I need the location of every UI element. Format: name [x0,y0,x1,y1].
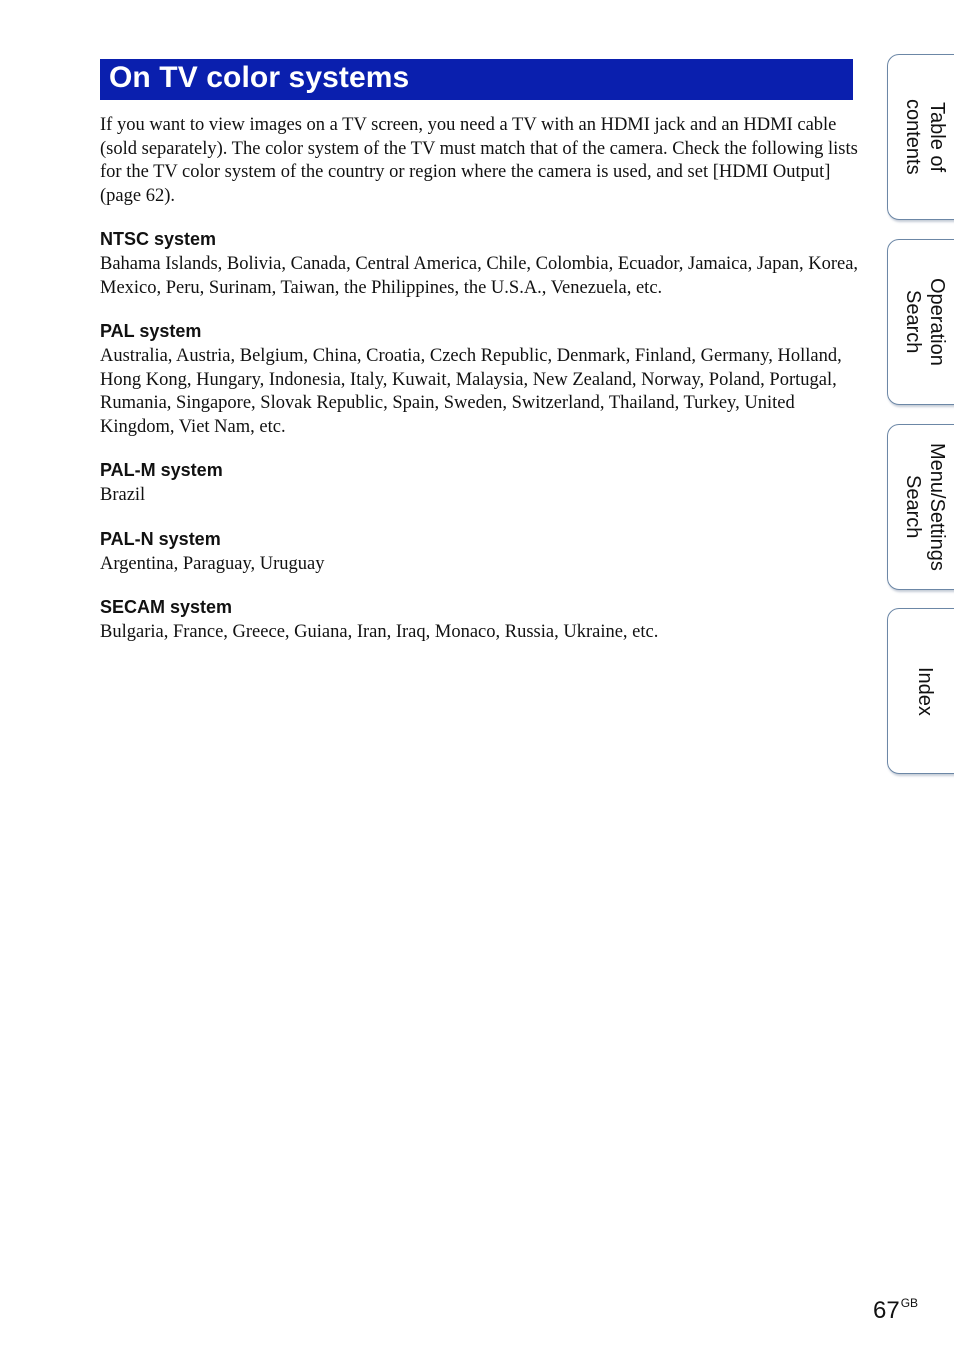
section-body: Bulgaria, France, Greece, Guiana, Iran, Iraq, Monaco, Russia, Ukraine, etc. [100,622,659,642]
main-content [100,114,860,645]
section-heading: PAL-N system [100,528,221,549]
section-body: Brazil [100,485,146,505]
section-body: Bahama Islands, Bolivia, Canada, Central America, Chile, Colombia, Ecuador, Jamaica, Japan, Korea, Mexico, Peru, Surinam, Taiwan, the Philippines, the U.S.A., Venezuela, etc. [100,254,859,298]
tab-label: Table of contents [902,99,948,175]
page-number-value: 67 [873,1297,900,1324]
section-body: Australia, Austria, Belgium, China, Croatia, Czech Republic, Denmark, Finland, Germany, Holland, Hong Kong, Hungary, Indonesia, Italy, Kuwait, Malaysia, New Zealand, Norway, Poland, Portugal, Rumania, Singapore, Slovak Republic, Spain, Sweden, Switzerland, Thailand, Turkey, United Kingdom, Viet Nam, etc. [100,346,842,437]
tab-table-of-contents[interactable] [887,54,954,220]
section-pal [100,320,860,439]
intro-paragraph: If you want to view images on a TV screen, you need a TV with an HDMI jack and an HDMI cable (sold separately). The color system of the TV must match that of the camera. Check the following lists for the TV color system of the country or region where the camera is used, and set [HDMI Output] (page 62). [100,115,858,206]
tab-label: Operation Search [902,278,948,366]
section-secam [100,596,860,645]
tab-label: Menu/Settings Search [902,443,948,571]
section-heading: NTSC system [100,229,217,249]
section-pal-n [100,528,860,577]
tab-operation-search[interactable] [887,239,954,405]
tab-label: Index [914,666,936,716]
section-heading: PAL-M system [100,460,223,480]
section-heading: SECAM system [100,597,233,617]
page-number [873,1288,918,1326]
page-title: On TV color systems [109,61,410,94]
title-bar [100,59,853,100]
section-ntsc [100,228,860,300]
tab-index[interactable] [887,608,954,774]
section-body: Argentina, Paraguay, Uruguay [100,553,325,574]
section-pal-m [100,459,860,508]
page-number-suffix: GB [900,1296,919,1310]
section-heading: PAL system [100,321,202,341]
tab-menu-settings-search[interactable] [887,424,954,590]
